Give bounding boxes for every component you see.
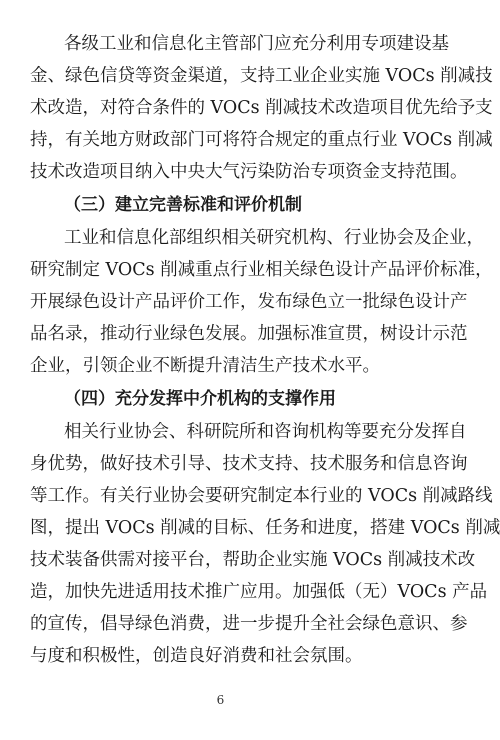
paragraph-1-line-3: 术改造，对符合条件的 VOCs 削减技术改造项目优先给予支 [30,98,493,118]
paragraph-3-line-4: 图，提出 VOCs 削减的目标、任务和进度，搭建 VOCs 削减 [30,518,500,538]
section-heading-3: （三）建立完善标准和评价机制 [64,195,302,215]
paragraph-1-line-2: 金、绿色信贷等资金渠道，支持工业企业实施 VOCs 削减技 [30,66,493,86]
paragraph-3-line-5: 技术装备供需对接平台，帮助企业实施 VOCs 削减技术改 [30,550,476,570]
page-number: 6 [216,693,225,707]
paragraph-2-line-3: 开展绿色设计产品评价工作，发布绿色立一批绿色设计产 [30,292,468,312]
paragraph-2-line-5: 企业，引领企业不断提升清洁生产技术水平。 [30,356,380,376]
paragraph-3-line-8: 与度和积极性，创造良好消费和社会氛围。 [30,646,363,666]
paragraph-2-line-2: 研究制定 VOCs 削减重点行业相关绿色设计产品评价标准， [30,260,493,280]
paragraph-3-line-2: 身优势，做好技术引导、技术支持、技术服务和信息咨询 [30,454,468,474]
paragraph-3-line-7: 的宣传，倡导绿色消费，进一步提升全社会绿色意识、参 [30,614,468,634]
section-heading-4: （四）充分发挥中介机构的支撑作用 [64,389,336,409]
paragraph-3-line-3: 等工作。有关行业协会要研究制定本行业的 VOCs 削减路线 [30,486,493,506]
paragraph-1-line-1: 各级工业和信息化主管部门应充分利用专项建设基 [64,34,449,54]
paragraph-3-line-1: 相关行业协会、科研院所和咨询机构等要充分发挥自 [64,422,467,442]
paragraph-3-line-6: 造，加快先进适用技术推广应用。加强低（无）VOCs 产品 [30,582,488,602]
paragraph-2-line-4: 品名录，推动行业绿色发展。加强标准宣贯，树设计示范 [30,324,468,344]
paragraph-1-line-4: 持，有关地方财政部门可将符合规定的重点行业 VOCs 削减 [30,130,493,150]
paragraph-2-line-1: 工业和信息化部组织相关研究机构、行业协会及企业， [64,228,484,248]
paragraph-1-line-5: 技术改造项目纳入中央大气污染防治专项资金支持范围。 [30,162,468,182]
